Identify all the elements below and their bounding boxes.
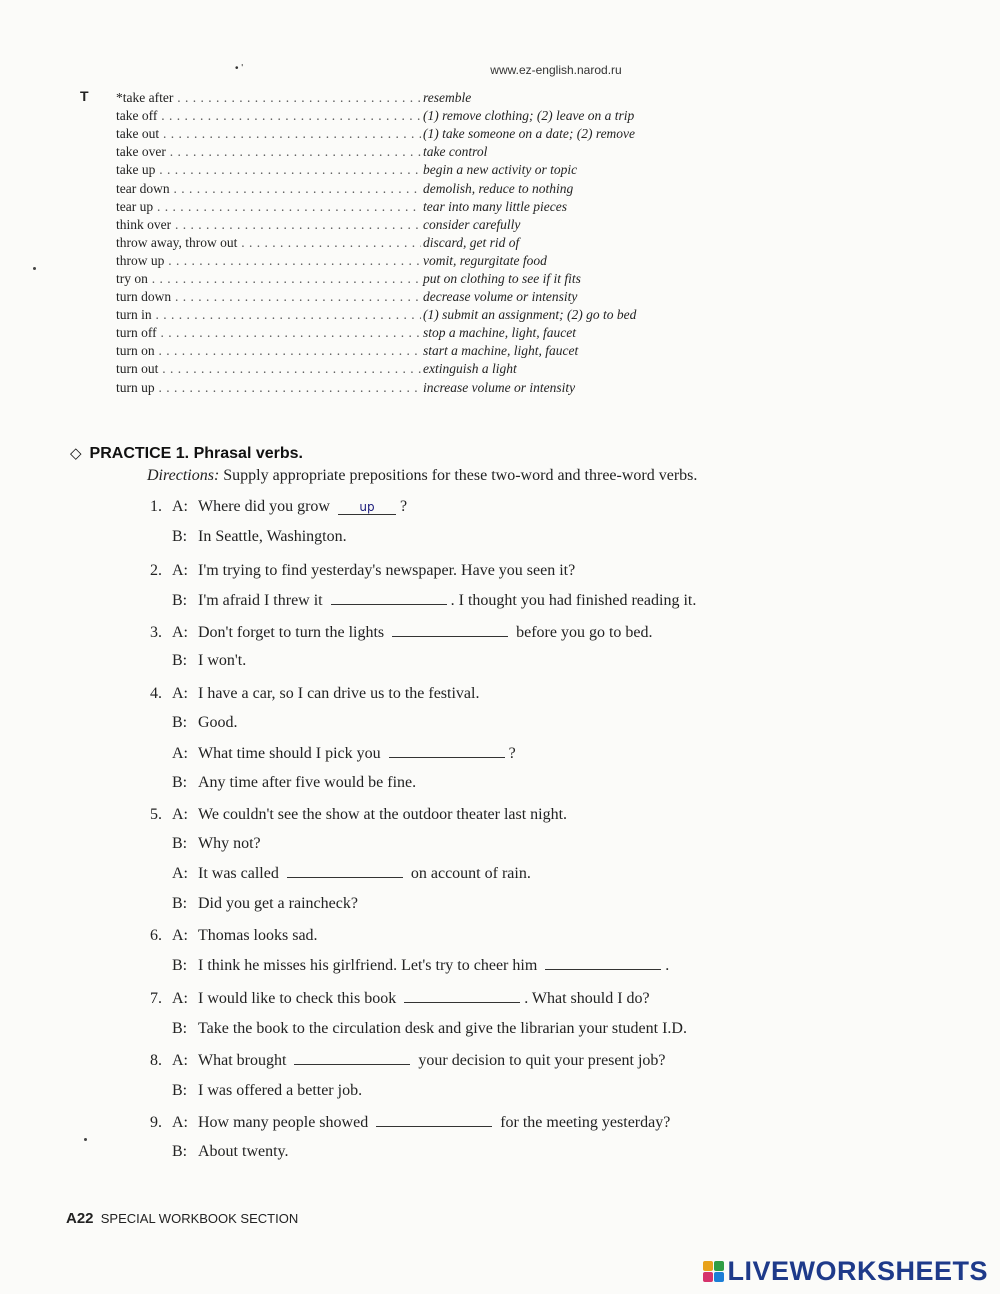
glossary-definition: resemble — [423, 90, 472, 106]
glossary-term: tear up . . . — [116, 199, 421, 215]
q1-line-a — [150, 498, 407, 516]
item-number: 9. — [150, 1114, 162, 1131]
q5-text-2: It was called — [198, 865, 279, 882]
glossary-row — [116, 252, 676, 270]
glossary-row — [116, 360, 676, 378]
speaker-b: B: — [172, 1082, 188, 1099]
q6-reply: I think he misses his girlfriend. Let's try to cheer him — [198, 957, 538, 974]
glossary-definition: discard, get rid of — [423, 234, 520, 250]
glossary-row — [116, 288, 676, 306]
glossary-term: turn down . . . — [116, 289, 421, 305]
q2-blank[interactable] — [331, 603, 447, 605]
logo-square — [703, 1272, 713, 1282]
speaker-b: B: — [172, 652, 188, 669]
speaker-a: A: — [172, 498, 188, 515]
glossary-letter: T — [80, 88, 89, 104]
q3-blank[interactable] — [392, 635, 508, 637]
logo-text: LIVEWORKSHEETS — [727, 1256, 988, 1286]
q3-line-a — [150, 624, 653, 642]
speaker-a: A: — [172, 865, 188, 882]
practice-heading — [70, 444, 303, 463]
speaker-a: A: — [172, 624, 188, 641]
source-url — [0, 63, 1000, 77]
glossary-row — [116, 125, 676, 143]
glossary-term: turn up . . . — [116, 380, 421, 396]
q3-text: Don't forget to turn the lights — [198, 624, 385, 641]
glossary-term: *take after . . . — [116, 90, 421, 106]
glossary-term: turn in . . . — [116, 307, 421, 323]
speaker-b: B: — [172, 1020, 188, 1037]
speaker-b: B: — [172, 774, 188, 791]
glossary-definition: (1) remove clothing; (2) leave on a trip — [423, 108, 635, 124]
speaker-a: A: — [172, 990, 188, 1007]
speaker-b: B: — [172, 957, 188, 974]
glossary-row — [116, 270, 676, 288]
glossary-term: turn on . . . — [116, 343, 421, 359]
q7-reply: Take the book to the circulation desk and give the librarian your student I.D. — [198, 1020, 687, 1037]
glossary-row — [116, 179, 676, 197]
q6-blank[interactable] — [545, 968, 661, 970]
glossary-definition: stop a machine, light, faucet — [423, 325, 576, 341]
glossary-term: turn out . . . — [116, 361, 421, 377]
glossary-term: turn off . . . — [116, 325, 421, 341]
speaker-a: A: — [172, 1052, 188, 1069]
url-text: www.ez-english.narod.ru — [490, 63, 622, 77]
q1-post: ? — [399, 498, 408, 515]
glossary-term: take off . . . — [116, 108, 421, 124]
directions-label: Directions: — [147, 467, 220, 484]
speaker-a: A: — [172, 745, 188, 762]
q8-text: What brought — [198, 1052, 287, 1069]
q4-line-b — [150, 714, 238, 732]
q7-text: I would like to check this book — [198, 990, 397, 1007]
glossary-row — [116, 379, 676, 397]
q4-line-b2 — [150, 774, 416, 792]
speaker-b: B: — [172, 835, 188, 852]
q5-text: We couldn't see the show at the outdoor theater last night. — [198, 806, 568, 823]
q4-line-a2 — [150, 745, 516, 763]
q6-post: . — [665, 957, 670, 974]
logo-icon — [703, 1261, 724, 1282]
glossary-row — [116, 306, 676, 324]
page-footer — [66, 1210, 298, 1227]
item-number: 1. — [150, 498, 162, 515]
q9-post: for the meeting yesterday? — [500, 1114, 671, 1131]
q4-line-a — [150, 685, 479, 703]
q4-blank[interactable] — [389, 756, 505, 758]
logo-square — [714, 1261, 724, 1271]
glossary-term: take out . . . — [116, 126, 421, 142]
item-number: 6. — [150, 927, 162, 944]
glossary-row — [116, 342, 676, 360]
item-number: 7. — [150, 990, 162, 1007]
q9-line-a — [150, 1114, 670, 1132]
glossary-row — [116, 324, 676, 342]
glossary-definition: demolish, reduce to nothing — [423, 180, 574, 196]
logo-square — [703, 1261, 713, 1271]
glossary-term: tear down . . . — [116, 181, 421, 197]
q2-line-a — [150, 562, 575, 580]
item-number: 4. — [150, 685, 162, 702]
glossary-row — [116, 198, 676, 216]
q1-answer[interactable]: up — [338, 500, 396, 515]
q3-reply: I won't. — [198, 652, 247, 669]
q3-post: before you go to bed. — [516, 624, 653, 641]
glossary-definition: decrease volume or intensity — [423, 289, 578, 305]
glossary-row — [116, 161, 676, 179]
item-number: 8. — [150, 1052, 162, 1069]
glossary-definition: (1) submit an assignment; (2) go to bed — [423, 307, 637, 323]
q9-reply: About twenty. — [198, 1143, 289, 1160]
liveworksheets-logo[interactable] — [703, 1256, 988, 1287]
glossary-row — [116, 89, 676, 107]
directions-text: Supply appropriate prepositions for these two-word and three-word verbs. — [223, 467, 698, 484]
q9-blank[interactable] — [376, 1125, 492, 1127]
logo-square — [714, 1272, 724, 1282]
q3-line-b — [150, 652, 246, 670]
speaker-a: A: — [172, 927, 188, 944]
scan-speck — [33, 267, 36, 270]
q7-line-a — [150, 990, 650, 1008]
speaker-a: A: — [172, 1114, 188, 1131]
glossary-row — [116, 216, 676, 234]
q2-text: I'm trying to find yesterday's newspaper. Have you seen it? — [198, 562, 576, 579]
item-number: 2. — [150, 562, 162, 579]
page-number: A22 — [66, 1210, 94, 1227]
q5-post: on account of rain. — [410, 865, 531, 882]
glossary-term: try on . . . — [116, 271, 421, 287]
q7-post: . What should I do? — [524, 990, 650, 1007]
speaker-a: A: — [172, 806, 188, 823]
q2-reply: I'm afraid I threw it — [198, 592, 323, 609]
q9-line-b — [150, 1143, 289, 1161]
glossary-definition: put on clothing to see if it fits — [423, 270, 581, 286]
section-title: SPECIAL WORKBOOK SECTION — [100, 1211, 299, 1226]
q5-blank[interactable] — [287, 876, 403, 878]
glossary-term: think over . . . — [116, 217, 421, 233]
glossary-definition: begin a new activity or topic — [423, 162, 578, 178]
q5-line-a — [150, 806, 567, 824]
q1-line-b — [150, 528, 347, 546]
glossary-term: throw away, throw out . . . — [116, 235, 421, 251]
q5-line-a2 — [150, 865, 531, 883]
glossary-definition: take control — [423, 144, 488, 160]
q8-line-a — [150, 1052, 665, 1070]
q5-reply-2: Did you get a raincheck? — [198, 895, 358, 912]
glossary-definition: increase volume or intensity — [423, 379, 576, 395]
q8-reply: I was offered a better job. — [198, 1082, 363, 1099]
q4-reply-2: Any time after five would be fine. — [198, 774, 417, 791]
q4-text: I have a car, so I can drive us to the festival. — [198, 685, 480, 702]
q1-text: Where did you grow — [198, 498, 330, 515]
q4-text-2: What time should I pick you — [198, 745, 381, 762]
header-mark: • ' — [235, 63, 244, 74]
glossary-row — [116, 234, 676, 252]
q5-line-b — [150, 835, 261, 853]
glossary-term: take up . . . — [116, 162, 421, 178]
speaker-b: B: — [172, 528, 188, 545]
speaker-b: B: — [172, 895, 188, 912]
practice-subtitle: Phrasal verbs. — [193, 445, 303, 462]
directions — [147, 467, 697, 485]
q1-reply: In Seattle, Washington. — [198, 528, 347, 545]
speaker-b: B: — [172, 592, 188, 609]
q6-text: Thomas looks sad. — [198, 927, 318, 944]
q2-line-b — [150, 592, 696, 610]
glossary-definition: tear into many little pieces — [423, 198, 567, 214]
q8-line-b — [150, 1082, 362, 1100]
diamond-icon: ◇ — [70, 445, 82, 462]
glossary-definition: consider carefully — [423, 216, 521, 232]
item-number: 5. — [150, 806, 162, 823]
q5-line-b2 — [150, 895, 358, 913]
q4-reply: Good. — [198, 714, 238, 731]
speaker-a: A: — [172, 562, 188, 579]
glossary-definition: extinguish a light — [423, 361, 517, 377]
speaker-a: A: — [172, 685, 188, 702]
q2-reply-post: . I thought you had finished reading it. — [450, 592, 697, 609]
q9-text: How many people showed — [198, 1114, 369, 1131]
q5-reply: Why not? — [198, 835, 261, 852]
q4-post: ? — [508, 745, 516, 762]
q7-line-b — [150, 1020, 687, 1038]
speaker-b: B: — [172, 1143, 188, 1160]
practice-title: PRACTICE 1. — [89, 445, 190, 462]
glossary-row — [116, 107, 676, 125]
q6-line-b — [150, 957, 669, 975]
item-number: 3. — [150, 624, 162, 641]
glossary-definition: (1) take someone on a date; (2) remove — [423, 126, 636, 142]
speaker-b: B: — [172, 714, 188, 731]
q8-post: your decision to quit your present job? — [418, 1052, 666, 1069]
q8-blank[interactable] — [294, 1063, 410, 1065]
glossary-term: take over . . . — [116, 144, 421, 160]
glossary-term: throw up . . . — [116, 253, 421, 269]
glossary-row — [116, 143, 676, 161]
phrasal-verb-glossary — [116, 89, 676, 397]
glossary-definition: vomit, regurgitate food — [423, 252, 547, 268]
scan-speck — [84, 1138, 87, 1141]
q7-blank[interactable] — [404, 1001, 520, 1003]
q6-line-a — [150, 927, 318, 945]
glossary-definition: start a machine, light, faucet — [423, 343, 579, 359]
